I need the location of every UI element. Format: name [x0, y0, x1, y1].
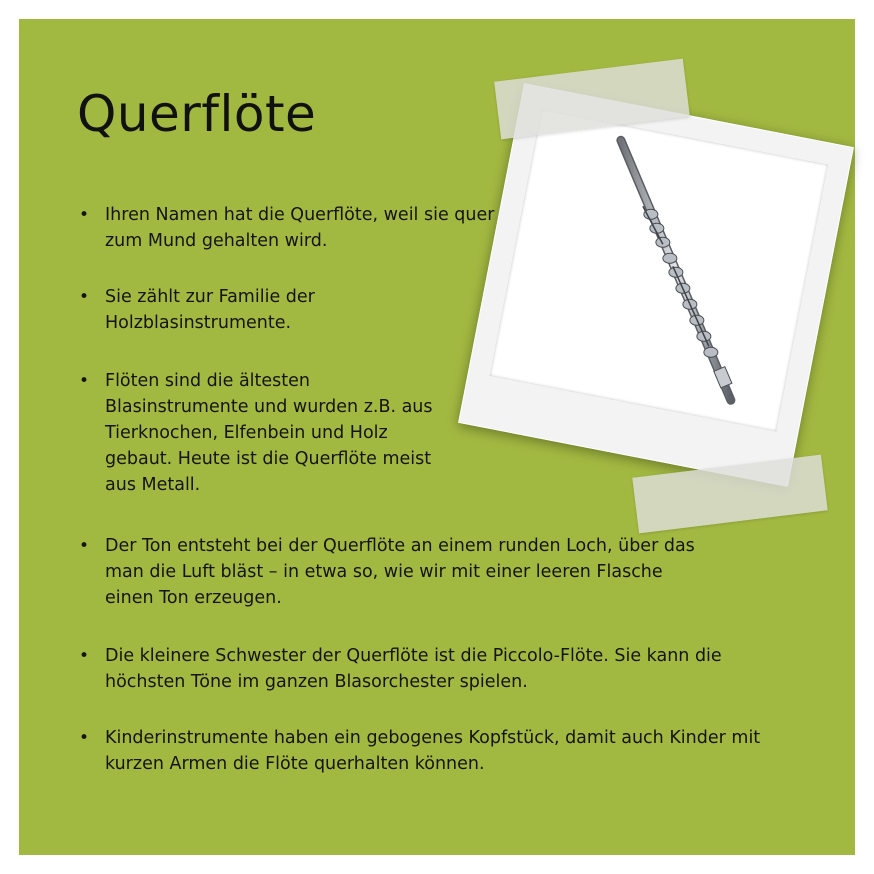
flute-image [490, 109, 829, 432]
fact-item: • Sie zählt zur Familie der Holzblasinstrumente. [105, 284, 405, 336]
fact-item: • Ihren Namen hat die Querflöte, weil sie quer zum Mund gehalten wird. [105, 202, 505, 254]
polaroid-photo [458, 83, 854, 487]
photo-image-area [490, 109, 829, 432]
page-title: Querflöte [77, 85, 317, 143]
fact-item: • Kinderinstrumente haben ein gebogenes Kopfstück, damit auch Kinder mit kurzen Armen die Flöte querhalten können. [105, 725, 805, 777]
fact-item: • Flöten sind die ältesten Blasinstrumente und wurden z.B. aus Tierknochen, Elfenbein und Holz gebaut. Heute ist die Querflöte meist aus Metall. [105, 368, 435, 498]
fact-item: • Der Ton entsteht bei der Querflöte an einem runden Loch, über das man die Luft bläst – in etwa so, wie wir mit einer leeren Flasche einen Ton erzeugen. [105, 533, 695, 611]
fact-item: • Die kleinere Schwester der Querflöte ist die Piccolo-Flöte. Sie kann die höchsten Töne im ganzen Blasorchester spielen. [105, 643, 805, 695]
